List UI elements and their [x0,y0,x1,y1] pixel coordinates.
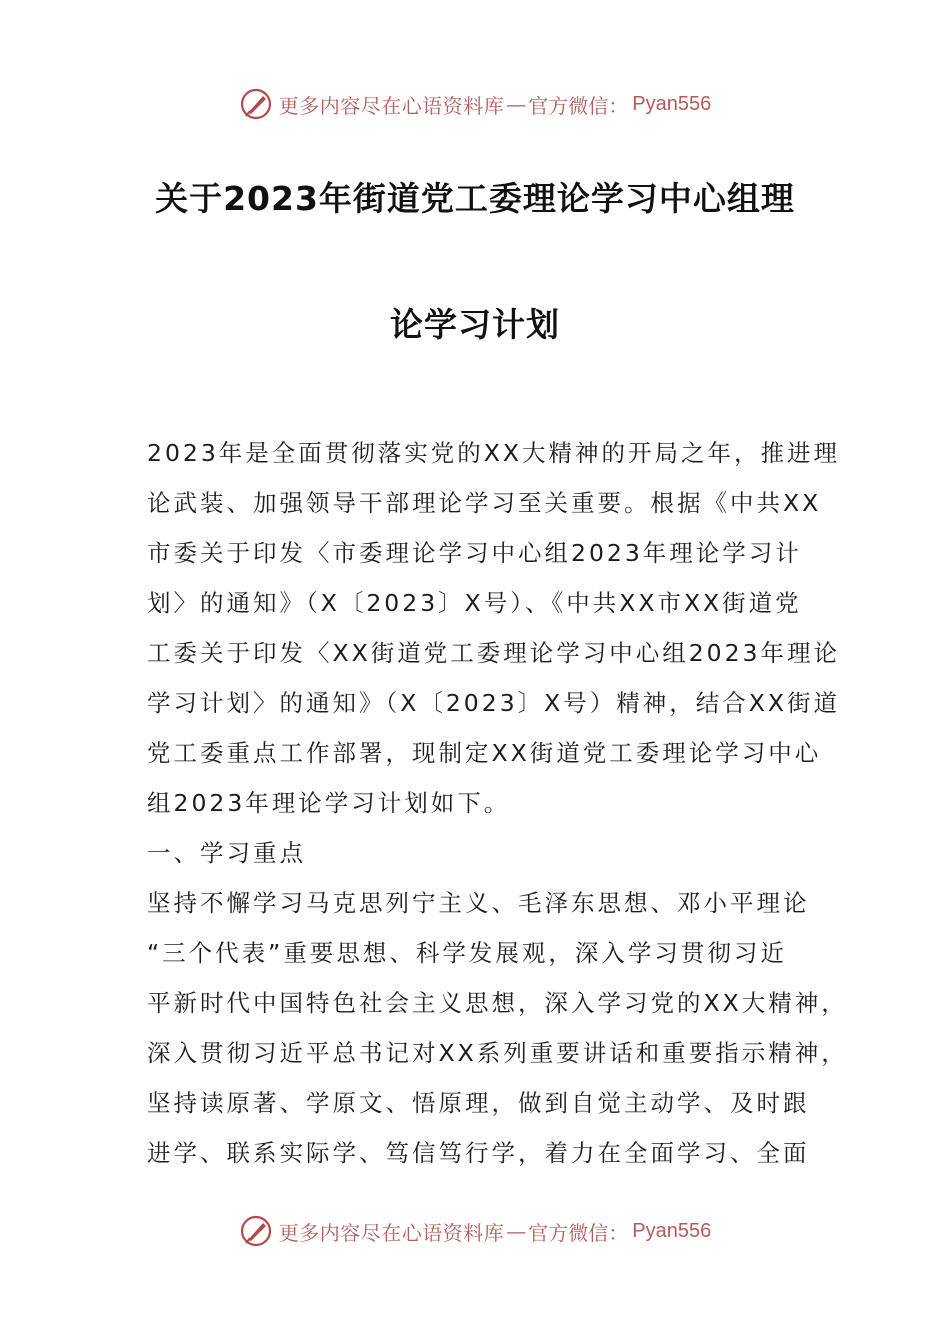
watermark-prefix: 更多内容尽在心语资料库 [278,1220,505,1245]
body-line: 市委关于印发〈市委理论学习中心组2023年理论学习计 [147,539,802,567]
body-line: 平新时代中国特色社会主义思想，深入学习党的XX大精神， [147,989,848,1017]
watermark-handle: Pyan556 [632,1219,712,1242]
watermark-banner-bottom [0,1211,950,1251]
watermark-dash: — [506,1219,527,1243]
section-heading: 一、学习重点 [147,839,306,867]
body-line: 学习计划〉的通知》（X〔2023〕X号）精神，结合XX街道 [147,689,840,717]
body-line: 坚持不懈学习马克思列宁主义、毛泽东思想、邓小平理论 [147,889,810,917]
quill-logo-icon [239,87,273,121]
watermark-label: 官方微信： [528,1220,629,1245]
body-line: 工委关于印发〈XX街道党工委理论学习中心组2023年理论 [147,639,841,667]
document-title-line-2: 论学习计划 [390,305,560,344]
document-title-line-1: 关于2023年街道党工委理论学习中心组理 [155,179,795,218]
watermark-dash: — [506,92,527,116]
body-line: 党工委重点工作部署，现制定XX街道党工委理论学习中心 [147,739,822,767]
body-line: 论武装、加强领导干部理论学习至关重要。根据《中共XX [147,489,822,517]
body-line: 划〉的通知》（X〔2023〕X号）、《中共XX市XX街道党 [147,589,802,617]
body-line: 2023年是全面贯彻落实党的XX大精神的开局之年，推进理 [147,439,841,467]
quill-logo-icon [239,1214,273,1248]
body-line: 进学、联系实际学、笃信笃行学，着力在全面学习、全面 [147,1139,810,1167]
watermark-label: 官方微信： [528,93,629,118]
body-line: 坚持读原著、学原文、悟原理，做到自觉主动学、及时跟 [147,1089,810,1117]
document-body [147,428,848,1178]
watermark-banner-top [0,84,950,124]
watermark-handle: Pyan556 [632,92,712,115]
body-line: 组2023年理论学习计划如下。 [147,789,511,817]
body-line: 深入贯彻习近平总书记对XX系列重要讲话和重要指示精神， [147,1039,848,1067]
body-line: “三个代表”重要思想、科学发展观，深入学习贯彻习近 [147,939,787,967]
watermark-prefix: 更多内容尽在心语资料库 [278,93,505,118]
